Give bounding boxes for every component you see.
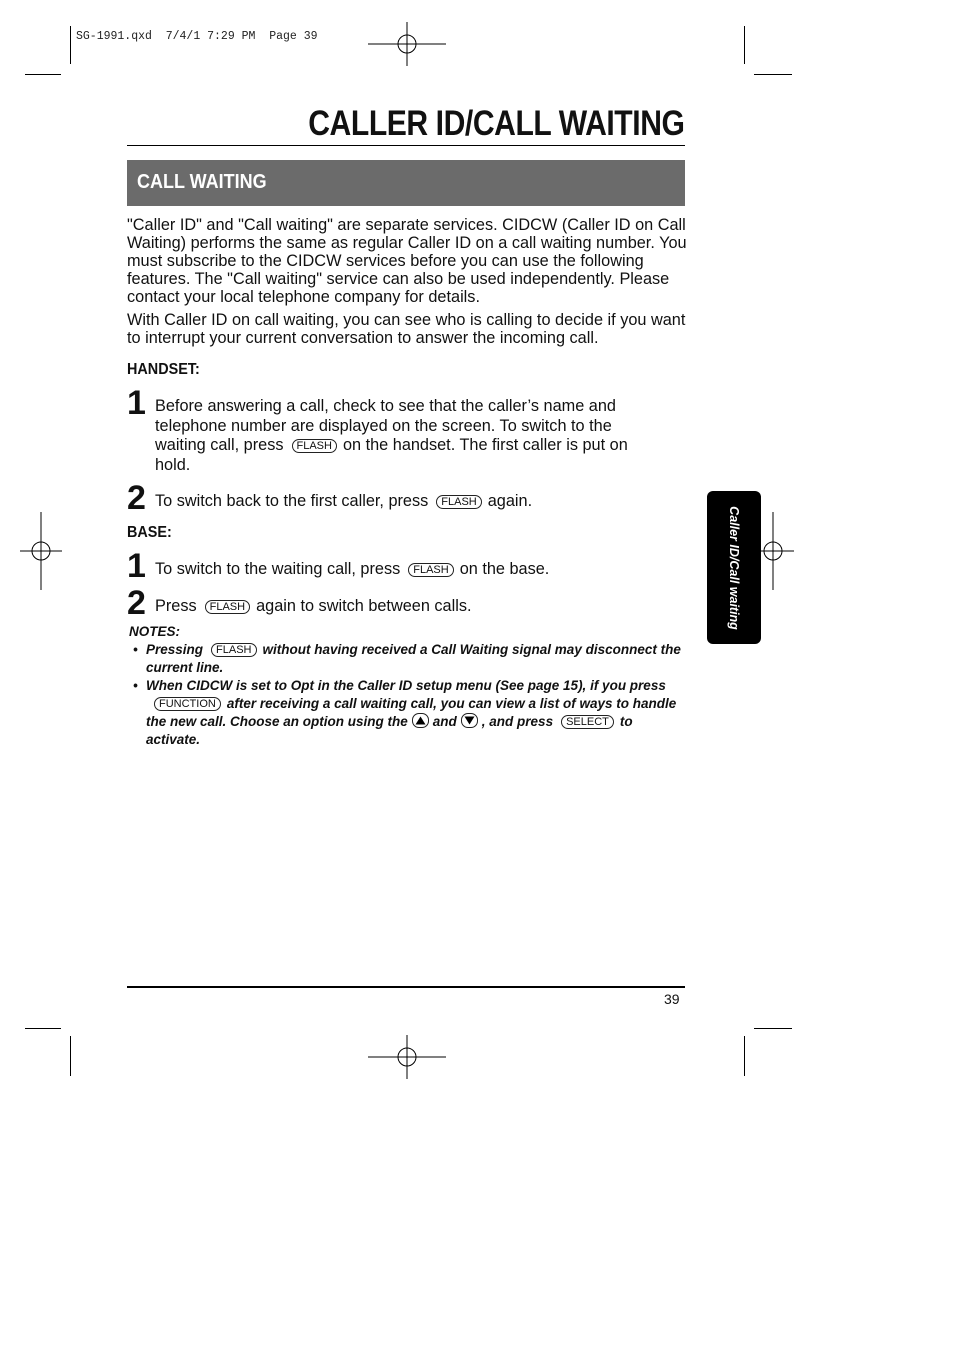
up-arrow-icon [412,713,429,728]
note-1: • Pressing FLASH without having received a Call Waiting signal may disconnect the current line. [133,642,681,675]
base-step-1-text: To switch to the waiting call, press FLASH on the base. [155,560,550,578]
registration-mark-bottom [368,1035,446,1079]
handset-step-1-number: 1 [127,384,146,422]
chapter-side-tab [707,491,761,644]
flash-key: FLASH [408,563,453,577]
handset-step-1-text: Before answering a call, check to see that the caller’s name and telephone number are displayed on the screen. To switch to the waiting call, press FLASH on the handset. The first caller is put on hold. [155,397,628,474]
note-2: • When CIDCW is set to Opt in the Caller ID setup menu (See page 15), if you pressFUNCTION after receiving a call waiting call, you can view a list of ways to handle the new call. Choose an option using the and , and press SELECT to activate. [133,678,677,747]
down-arrow-icon [461,713,478,728]
handset-heading: HANDSET: [127,361,200,378]
flash-key: FLASH [205,600,250,614]
file-slug: SG-1991.qxd 7/4/1 7:29 PM Page 39 [76,30,318,43]
intro-paragraph-1: "Caller ID" and "Call waiting" are separate services. CIDCW (Caller ID on Call Waiting) performs the same as regular Caller ID on a call waiting number. You must subscribe to the CIDCW services before you can use the following features. The "Call waiting" service can also be used independently. Please contact your local telephone company for details. [127,216,687,306]
section-title: CALL WAITING [137,171,267,193]
handset-step-2-text: To switch back to the first caller, press FLASH again. [155,492,533,510]
side-tab-label: Caller ID/Call waiting [727,505,741,630]
flash-key: FLASH [211,643,256,657]
flash-key: FLASH [436,495,481,509]
section-banner [127,160,685,206]
footer-rule [127,986,685,988]
page-title: CALLER ID/CALL WAITING [307,104,684,143]
intro-paragraph-2: With Caller ID on call waiting, you can see who is calling to decide if you want to interrupt your current conversation to answer the incoming call. [127,311,686,347]
title-rule [127,145,685,146]
flash-key: FLASH [292,439,337,453]
base-step-1-number: 1 [127,547,146,585]
page-number: 39 [664,991,680,1007]
function-key: FUNCTION [154,697,221,711]
base-step-2-number: 2 [127,584,146,622]
notes-heading: NOTES: [129,624,181,639]
base-heading: BASE: [127,524,172,541]
registration-mark-top [368,22,446,66]
bullet: • [133,642,138,657]
handset-step-2-number: 2 [127,479,146,517]
base-step-2-text: Press FLASH again to switch between calls. [155,597,472,615]
registration-mark-left [20,512,62,590]
bullet: • [133,678,138,693]
select-key: SELECT [561,715,614,729]
